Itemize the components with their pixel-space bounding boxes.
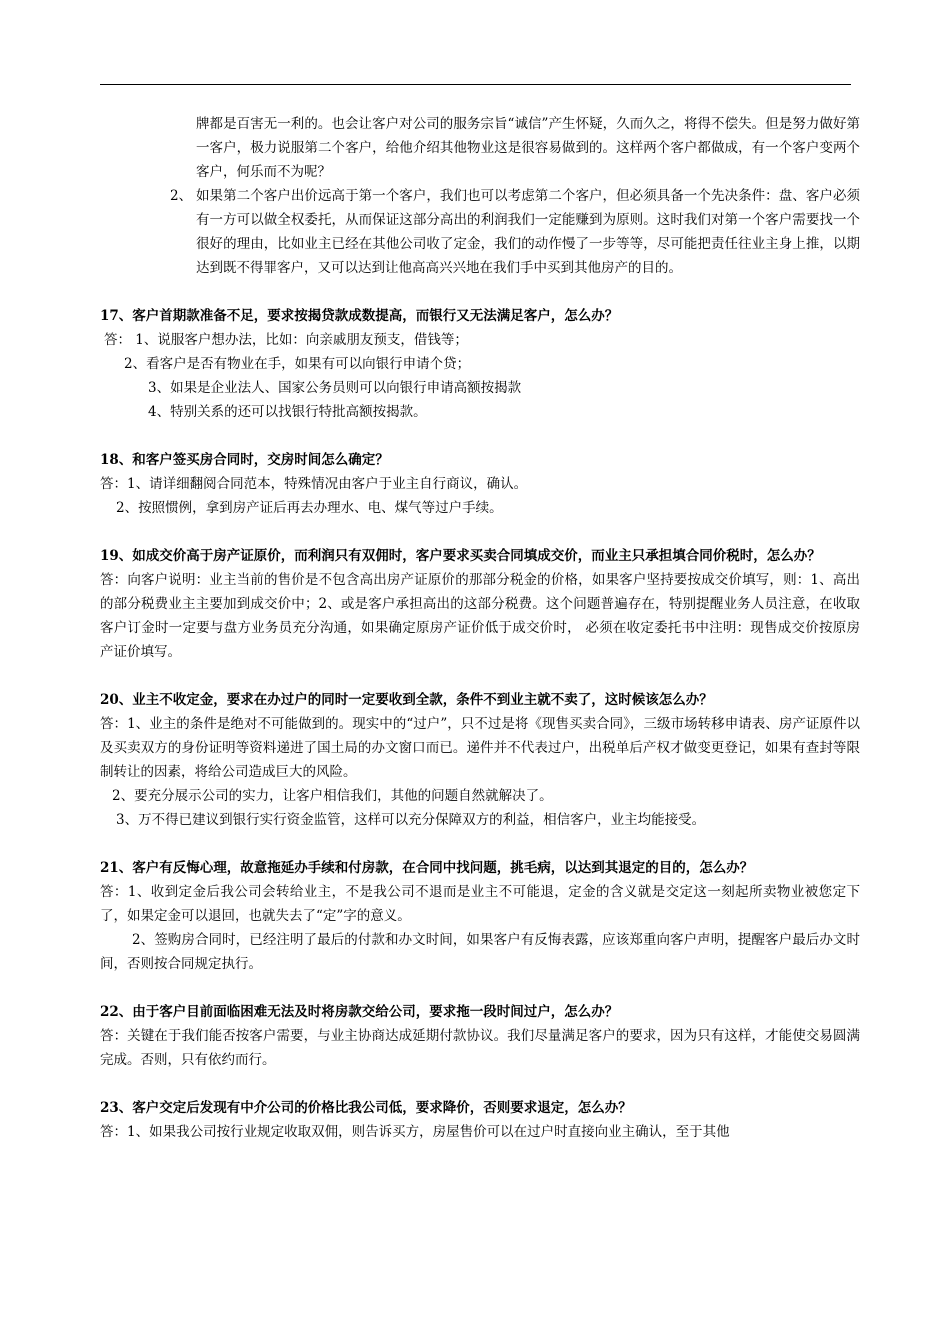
- question-23: 23、客户交定后发现有中介公司的价格比我公司低，要求降价，否则要求退定，怎么办？: [100, 1100, 632, 1116]
- question-21: 21、客户有反悔心理，故意拖延办手续和付房款，在合同中找问题，挑毛病，以达到其退定的目的，怎么办？: [100, 860, 754, 876]
- answer-18-line-2: 2、按照惯例，拿到房产证后再去办理水、电、煤气等过户手续。: [116, 500, 503, 516]
- answer-17-line-2: 2、看客户是否有物业在手，如果有可以向银行申请个贷；: [124, 356, 471, 372]
- header-rule: [100, 84, 851, 85]
- answer-20-line-1: 答：1、业主的条件是绝对不可能做到的。现实中的“过户”，只不过是将《现售买卖合同》，三级市场转移申请表、房产证原件以及买卖双方的身份证明等资料递进了国土局的办文窗口而已。递件并不代表过户，出税单后产权才做变更登记，如果有查封等限制转让的因素，将给公司造成巨大的风险。: [100, 716, 860, 780]
- intro-item-2-text: 如果第二个客户出价远高于第一个客户，我们也可以考虑第二个客户，但必须具备一个先决条件：盘、客户必须有一方可以做全权委托，从而保证这部分高出的利润我们一定能赚到为原则。这时我们对第一个客户需要找一个很好的理由，比如业主已经在其他公司收了定金，我们的动作慢了一步等等，尽可能把责任往业主身上推，以期达到既不得罪客户，又可以达到让他高高兴兴地在我们手中买到其他房产的目的。: [196, 188, 860, 276]
- intro-item-2-number: 2、: [170, 188, 193, 204]
- question-22: 22、由于客户目前面临困难无法及时将房款交给公司，要求拖一段时间过户，怎么办？: [100, 1004, 619, 1020]
- answer-22: 答：关键在于我们能否按客户需要，与业主协商达成延期付款协议。我们尽量满足客户的要求，因为只有这样，才能使交易圆满完成。否则，只有依约而行。: [100, 1028, 860, 1068]
- intro-continuation: 牌都是百害无一利的。也会让客户对公司的服务宗旨“诚信”产生怀疑，久而久之，将得不偿失。但是努力做好第一客户，极力说服第二个客户，给他介绍其他物业这是很容易做到的。这样两个客户都做成，有一个客户变两个客户，何乐而不为呢？: [196, 116, 860, 180]
- answer-21-line-2: 2、签购房合同时，已经注明了最后的付款和办文时间，如果客户有反悔表露，应该郑重向客户声明，提醒客户最后办文时间，否则按合同规定执行。: [100, 932, 860, 972]
- answer-17-line-3: 3、如果是企业法人、国家公务员则可以向银行申请高额按揭款: [148, 380, 522, 396]
- document-body: [100, 112, 860, 1144]
- answer-20-line-2: 2、要充分展示公司的实力，让客户相信我们，其他的问题自然就解决了。: [112, 788, 553, 804]
- question-19: 19、如成交价高于房产证原价，而利润只有双佣时，客户要求买卖合同填成交价，而业主只承担填合同价税时，怎么办？: [100, 548, 821, 564]
- answer-21-line-1: 答：1、收到定金后我公司会转给业主，不是我公司不退而是业主不可能退，定金的含义就是交定这一刻起所卖物业被您定下了，如果定金可以退回，也就失去了“定”字的意义。: [100, 884, 860, 924]
- question-17: 17、客户首期款准备不足，要求按揭贷款成数提高，而银行又无法满足客户，怎么办？: [100, 308, 619, 324]
- answer-17-line-1: 答： 1、说服客户想办法，比如：向亲戚朋友预支，借钱等；: [104, 332, 468, 348]
- answer-23-line-1: 答：1、如果我公司按行业规定收取双佣，则告诉买方，房屋售价可以在过户时直接向业主确认，至于其他: [100, 1124, 730, 1140]
- answer-17-line-4: 4、特别关系的还可以找银行特批高额按揭款。: [148, 404, 427, 420]
- question-18: 18、和客户签买房合同时，交房时间怎么确定？: [100, 452, 389, 468]
- intro-item-2: [100, 184, 860, 280]
- answer-18-line-1: 答：1、请详细翻阅合同范本，特殊情况由客户于业主自行商议，确认。: [100, 476, 528, 492]
- answer-20-line-3: 3、万不得已建议到银行实行资金监管，这样可以充分保障双方的利益，相信客户，业主均能接受。: [116, 812, 706, 828]
- question-20: 20、业主不收定金，要求在办过户的同时一定要收到全款，条件不到业主就不卖了，这时候该怎么办？: [100, 692, 713, 708]
- answer-19: 答：向客户说明：业主当前的售价是不包含高出房产证原价的那部分税金的价格，如果客户坚持要按成交价填写，则：1、高出的部分税费业主主要加到成交价中；2、或是客户承担高出的这部分税费。这个问题普遍存在，特别提醒业务人员注意，在收取客户订金时一定要与盘方业务员充分沟通，如果确定原房产证价低于成交价时， 必须在收定委托书中注明：现售成交价按原房产证价填写。: [100, 572, 860, 660]
